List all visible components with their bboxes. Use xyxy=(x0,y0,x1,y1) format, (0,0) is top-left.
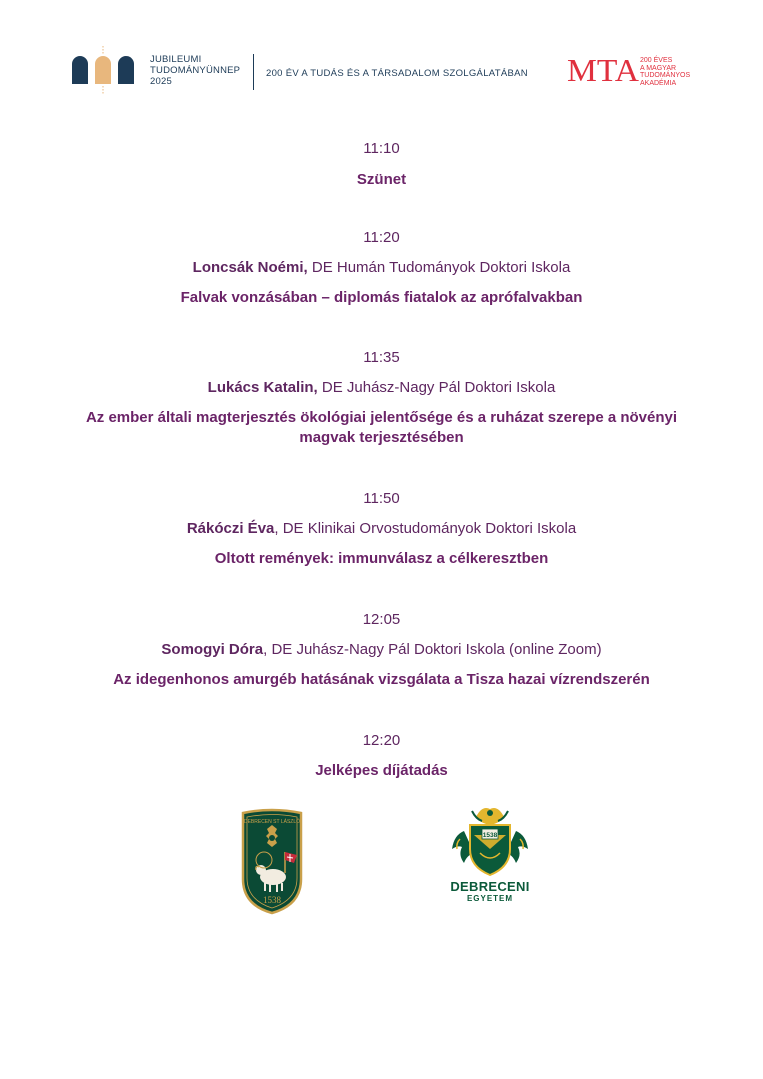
jubilee-title xyxy=(150,54,240,87)
program-title: Az idegenhonos amurgéb hatásának vizsgálata a Tisza hazai vízrendszerén xyxy=(113,671,650,688)
mta-sub-line-2: A MAGYAR xyxy=(640,64,677,72)
program-speaker xyxy=(0,520,763,538)
program-item xyxy=(0,490,763,569)
mta-sub-line-1: 200 ÉVES xyxy=(640,57,673,64)
program-time: 11:35 xyxy=(363,349,400,366)
crest-year: 1538 xyxy=(263,895,281,905)
jubilee-line-3: 2025 xyxy=(150,76,172,87)
unideb-subtitle: EGYETEM xyxy=(466,894,514,903)
program-time: 11:50 xyxy=(363,490,400,507)
speaker-name: Loncsák Noémi, xyxy=(192,259,308,276)
program-item xyxy=(0,140,763,190)
jubilee-line-2: TUDOMÁNYÜNNEP xyxy=(150,65,241,76)
unideb-wordmark xyxy=(444,880,536,904)
program-title-line-1: Az ember általi magterjesztés ökológiai jelentősége és a ruházat szerepe a növényi xyxy=(85,409,678,426)
speaker-affiliation: DE Juhász-Nagy Pál Doktori Iskola xyxy=(317,379,556,396)
program-speaker xyxy=(0,641,763,659)
speaker-affiliation: DE Humán Tudományok Doktori Iskola xyxy=(307,259,571,276)
speaker-affiliation: , DE Klinikai Orvostudományok Doktori Iskola xyxy=(274,520,577,537)
speaker-name: Somogyi Dóra xyxy=(161,641,264,658)
footer-logos xyxy=(0,805,763,915)
program-item xyxy=(0,611,763,690)
unideb-shield-year: 1538 xyxy=(482,832,498,839)
unideb-crest xyxy=(450,805,530,877)
mta-sub-line-4: AKADÉMIA xyxy=(640,79,677,87)
program-item xyxy=(0,732,763,781)
header-tagline: 200 ÉV A TUDÁS ÉS A TÁRSADALOM SZOLGÁLATÁBAN xyxy=(266,68,528,79)
mta-sub-line-3: TUDOMÁNYOS xyxy=(640,72,691,79)
program-title: Jelképes díjátadás xyxy=(315,762,448,779)
jubilee-line-1: JUBILEUMI xyxy=(150,54,202,65)
program-item xyxy=(0,349,763,448)
program-time: 12:20 xyxy=(362,732,401,749)
program-speaker xyxy=(0,259,763,277)
mta-logo: MTA xyxy=(567,52,639,88)
crest-motto: DEBRECEN ST LÁSZLÓ xyxy=(243,819,301,825)
program-title: Szünet xyxy=(356,171,407,188)
mta-subtitle xyxy=(640,57,690,87)
speaker-name: Rákóczi Éva xyxy=(186,520,275,537)
program-time: 11:20 xyxy=(363,229,400,246)
program-time: 12:05 xyxy=(362,611,401,628)
program-item xyxy=(0,229,763,308)
program-title: Falvak vonzásában – diplomás fiatalok az aprófalvakban xyxy=(180,289,583,306)
debrecen-city-crest xyxy=(239,807,305,915)
header-divider xyxy=(253,54,254,90)
program-time: 11:10 xyxy=(363,140,400,157)
unideb-name: DEBRECENI xyxy=(450,879,530,894)
page-header xyxy=(0,46,763,96)
program-title: Oltott remények: immunválasz a célkeresztben xyxy=(214,550,549,567)
jubilee-arches-logo xyxy=(71,46,135,96)
program-speaker xyxy=(0,379,763,397)
speaker-affiliation: , DE Juhász-Nagy Pál Doktori Iskola (online Zoom) xyxy=(263,641,602,658)
program-title-line-2: magvak terjesztésében xyxy=(299,429,464,446)
speaker-name: Lukács Katalin, xyxy=(207,379,318,396)
